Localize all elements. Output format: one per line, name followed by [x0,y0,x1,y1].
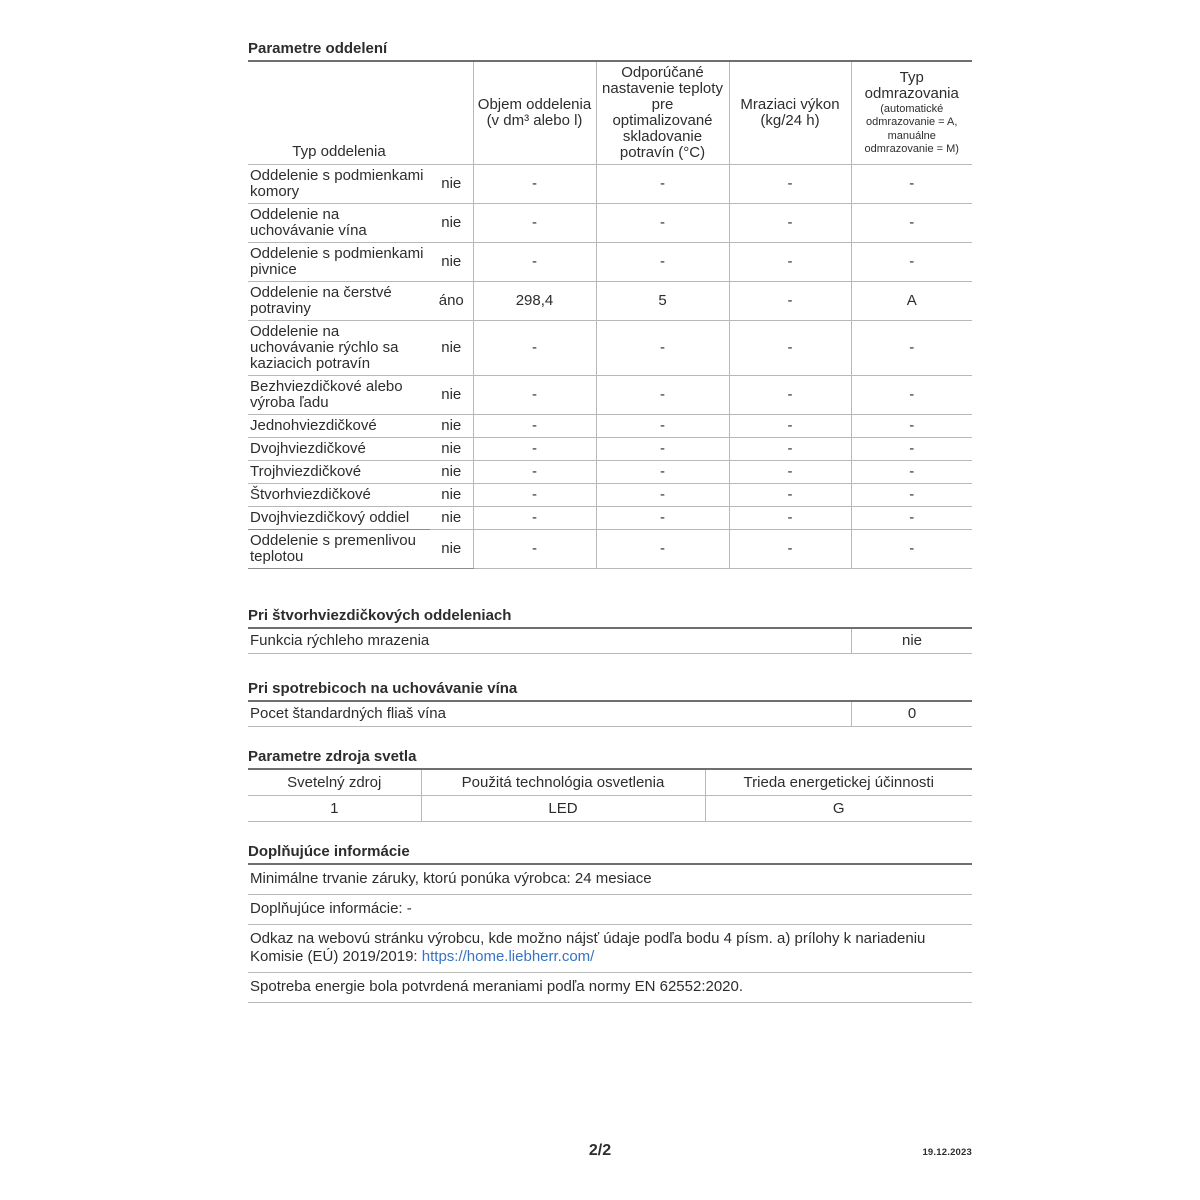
compartment-temp-cell: - [596,461,729,484]
table-row [248,321,972,376]
compartment-present-cell: nie [430,438,473,461]
compartment-freeze-cell: - [729,321,851,376]
compartment-type-cell: Oddelenie na uchovávanie vína [248,204,430,243]
light-header-source: Svetelný zdroj [248,770,421,796]
compartment-freeze-cell: - [729,376,851,415]
compartment-freeze-cell: - [729,165,851,204]
light-header-class: Trieda energetickej účinnosti [705,770,972,796]
compartment-volume-cell: - [473,243,596,282]
compartment-type-cell: Trojhviezdičkové [248,461,430,484]
compartment-type-cell: Oddelenie s premenlivou teplotou [248,530,430,569]
header-present [430,62,473,165]
light-header-row [248,770,972,796]
compartment-temp-cell: - [596,243,729,282]
compartment-temp-cell: - [596,484,729,507]
compartment-type-cell: Dvojhviezdičkové [248,438,430,461]
compartment-volume-cell: - [473,507,596,530]
wine-value: 0 [851,702,972,726]
compartment-type-cell: Dvojhviezdičkový oddiel [248,507,430,530]
compartment-defrost-cell: - [851,243,972,282]
section-title-four-star: Pri štvorhviezdičkových oddeleniach [248,607,972,629]
compartment-present-cell: nie [430,530,473,569]
header-temp: Odporúčané nastavenie teploty pre optimalizované skladovanie potravín (°C) [596,62,729,165]
table-row [248,204,972,243]
compartment-volume-cell: 298,4 [473,282,596,321]
compartment-present-cell: nie [430,484,473,507]
light-value-source: 1 [248,796,421,822]
header-type: Typ oddelenia [248,62,430,165]
compartment-present-cell: áno [430,282,473,321]
footer-date: 19.12.2023 [922,1147,972,1158]
compartment-freeze-cell: - [729,282,851,321]
header-row [248,62,972,165]
compartment-present-cell: nie [430,507,473,530]
compartment-freeze-cell: - [729,415,851,438]
light-value-row [248,796,972,822]
section-title-light: Parametre zdroja svetla [248,748,972,770]
info-row-additional: Doplňujúce informácie: - [248,895,972,925]
info-row-link [248,925,972,973]
info-row-energy: Spotreba energie bola potvrdená meraniami podľa normy EN 62552:2020. [248,973,972,1003]
table-row [248,438,972,461]
compartment-type-cell: Jednohviezdičkové [248,415,430,438]
compartment-temp-cell: - [596,165,729,204]
compartment-defrost-cell: - [851,204,972,243]
header-freeze: Mraziaci výkon (kg/24 h) [729,62,851,165]
compartment-freeze-cell: - [729,507,851,530]
table-row [248,530,972,569]
compartment-type-cell: Oddelenie na čerstvé potraviny [248,282,430,321]
page-number: 2/2 [588,1142,612,1159]
compartment-temp-cell: - [596,530,729,569]
compartment-volume-cell: - [473,415,596,438]
info-link-prefix: Odkaz na webovú stránku výrobcu, kde možno nájsť údaje podľa bodu 4 písm. a) prílohy k nariadeniu Komisie (EÚ) 2019/2019: [250,930,926,965]
manufacturer-link[interactable]: https://home.liebherr.com/ [421,948,595,965]
compartment-type-cell: Oddelenie na uchovávanie rýchlo sa kaziacich potravín [248,321,430,376]
compartment-volume-cell: - [473,484,596,507]
compartment-defrost-cell: - [851,484,972,507]
compartment-defrost-cell: - [851,461,972,484]
compartment-temp-cell: - [596,415,729,438]
compartment-type-cell: Bezhviezdičkové alebo výroba ľadu [248,376,430,415]
compartments-table-header [248,62,972,165]
compartment-defrost-cell: - [851,165,972,204]
table-row [248,415,972,438]
header-defrost-main: Typ odmrazovania [864,68,959,102]
compartment-freeze-cell: - [729,243,851,282]
four-star-label: Funkcia rýchleho mrazenia [250,632,430,649]
compartment-volume-cell: - [473,376,596,415]
compartment-present-cell: nie [430,321,473,376]
compartment-freeze-cell: - [729,438,851,461]
header-defrost [851,62,972,165]
compartment-freeze-cell: - [729,484,851,507]
compartment-freeze-cell: - [729,530,851,569]
light-header-technology: Použitá technológia osvetlenia [421,770,705,796]
page-content [248,40,972,1003]
compartment-freeze-cell: - [729,461,851,484]
compartment-temp-cell: - [596,438,729,461]
compartment-volume-cell: - [473,461,596,484]
section-title-compartments: Parametre oddelení [248,40,972,62]
compartment-type-cell: Štvorhviezdičkové [248,484,430,507]
light-value-technology: LED [421,796,705,822]
compartment-present-cell: nie [430,243,473,282]
compartment-type-cell: Oddelenie s podmienkami komory [248,165,430,204]
compartment-defrost-cell: - [851,438,972,461]
compartment-defrost-cell: - [851,321,972,376]
compartment-defrost-cell: A [851,282,972,321]
table-row [248,507,972,530]
compartments-table-body [248,165,972,569]
compartment-present-cell: nie [430,415,473,438]
compartment-temp-cell: - [596,321,729,376]
section-title-wine: Pri spotrebicoch na uchovávanie vína [248,680,972,702]
wine-label: Pocet štandardných fliaš vína [250,705,446,722]
compartment-volume-cell: - [473,321,596,376]
table-row [248,165,972,204]
light-source-table [248,770,972,822]
compartment-volume-cell: - [473,530,596,569]
wine-row [248,702,972,727]
compartment-type-cell: Oddelenie s podmienkami pivnice [248,243,430,282]
compartment-temp-cell: - [596,376,729,415]
compartment-defrost-cell: - [851,530,972,569]
table-row [248,243,972,282]
compartment-present-cell: nie [430,461,473,484]
compartment-volume-cell: - [473,204,596,243]
table-row [248,484,972,507]
compartment-temp-cell: - [596,507,729,530]
compartment-defrost-cell: - [851,376,972,415]
light-value-class: G [705,796,972,822]
compartment-present-cell: nie [430,376,473,415]
header-volume: Objem oddelenia (v dm³ alebo l) [473,62,596,165]
four-star-value: nie [851,629,972,653]
compartment-temp-cell: - [596,204,729,243]
header-defrost-sub: (automatické odmrazovanie = A, manuálne odmrazovanie = M) [864,102,959,155]
compartments-table [248,62,972,569]
section-title-additional: Doplňujúce informácie [248,843,972,865]
compartment-present-cell: nie [430,204,473,243]
table-row [248,282,972,321]
table-row [248,376,972,415]
info-row-warranty: Minimálne trvanie záruky, ktorú ponúka výrobca: 24 mesiace [248,865,972,895]
compartment-defrost-cell: - [851,415,972,438]
table-row [248,461,972,484]
compartment-volume-cell: - [473,165,596,204]
four-star-row [248,629,972,654]
compartment-present-cell: nie [430,165,473,204]
compartment-freeze-cell: - [729,204,851,243]
compartment-volume-cell: - [473,438,596,461]
compartment-temp-cell: 5 [596,282,729,321]
compartment-defrost-cell: - [851,507,972,530]
